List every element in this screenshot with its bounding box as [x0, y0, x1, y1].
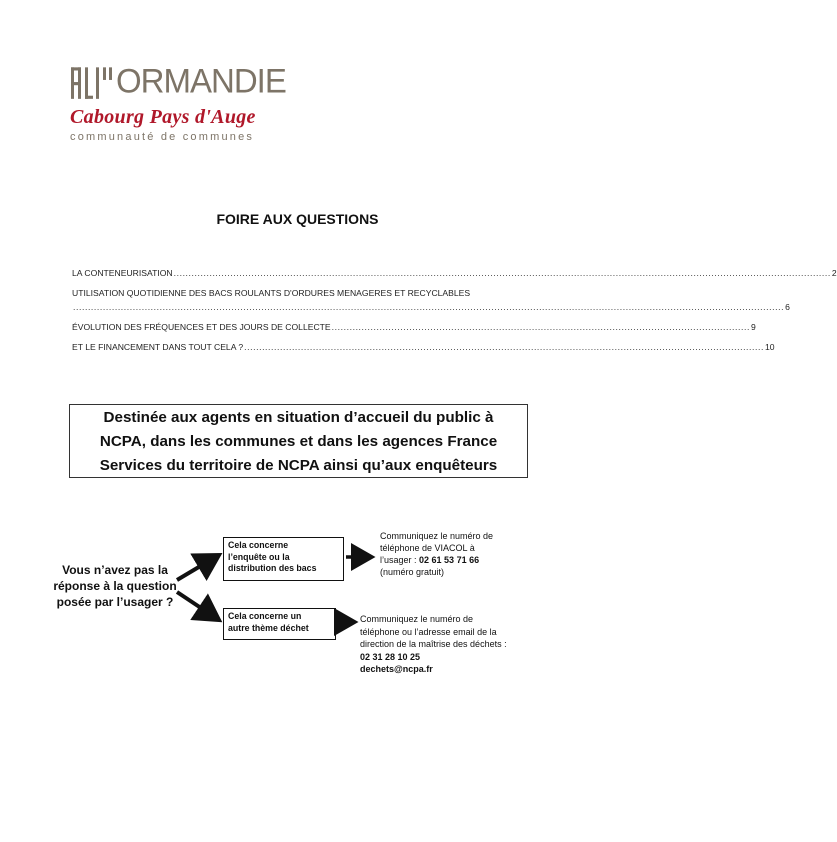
viacol-phone[interactable]: 02 61 53 71 66 [419, 555, 480, 565]
answer-viacol [380, 530, 530, 578]
page-title: FOIRE AUX QUESTIONS [216, 211, 379, 227]
toc-leader: ............................................................................................................................................ [331, 322, 750, 332]
answer-line: Communiquez le numéro de [360, 614, 474, 624]
toc-page: 9 [750, 322, 756, 332]
waste-phone[interactable]: 02 31 28 10 25 [360, 651, 421, 662]
answer-line [380, 554, 530, 566]
case-line: autre thème déchet [228, 622, 309, 633]
waste-email[interactable]: dechets@ncpa.fr [360, 664, 433, 674]
logo-tagline: communauté de communes [70, 131, 255, 143]
case-line: distribution des bacs [228, 563, 317, 573]
answer-line: (numéro gratuit) [380, 567, 445, 577]
answer-waste-direction [360, 613, 540, 676]
question-line: Vous n’avez pas la [62, 563, 168, 577]
case-line: l’enquête ou la [228, 551, 290, 562]
case-survey-box [223, 537, 344, 581]
audience-line: NCPA, dans les communes et dans les agences France [99, 433, 498, 450]
toc-label: UTILISATION QUOTIDIENNE DES BACS ROULANTS D'ORDURES MENAGERES ET RECYCLABLES [72, 288, 471, 298]
answer-line: téléphone ou l’adresse email de la [360, 626, 497, 637]
question-line: réponse à la question [53, 579, 177, 593]
case-line: Cela concerne [228, 540, 289, 550]
case-line: Cela concerne un [228, 611, 302, 621]
audience-line: Destinée aux agents en situation d’accueil du public à [103, 409, 494, 426]
answer-line: téléphone de VIACOL à [380, 543, 475, 553]
toc-leader: ............................................................................................................................................................................................................................ [173, 268, 831, 278]
logo-subtitle: Cabourg Pays d'Auge [70, 106, 256, 128]
toc-leader: .............................................................................................................................................................................. [244, 342, 764, 352]
toc-label: ÉVOLUTION DES FRÉQUENCES ET DES JOURS DE COLLECTE [72, 322, 331, 332]
answer-prefix: l’usager : [380, 555, 420, 565]
toc-label: ET LE FINANCEMENT DANS TOUT CELA ? [72, 342, 244, 352]
toc-page: 6 [785, 302, 790, 312]
toc-page: 2 [831, 268, 837, 278]
case-other-waste-box [223, 608, 336, 640]
toc-leader: .............................................................................................................................................................................................................................................. [73, 302, 785, 312]
toc-label: LA CONTENEURISATION [72, 268, 173, 278]
answer-line: Communiquez le numéro de [380, 531, 494, 541]
audience-line: Services du territoire de NCPA ainsi qu’aux enquêteurs [99, 457, 498, 474]
toc-page: 10 [765, 342, 775, 352]
answer-line: direction de la maîtrise des déchets : [360, 639, 507, 649]
flow-question [40, 562, 190, 610]
logo-wordmark-text: ORMANDIE [116, 61, 286, 100]
question-line: posée par l’usager ? [56, 595, 174, 609]
